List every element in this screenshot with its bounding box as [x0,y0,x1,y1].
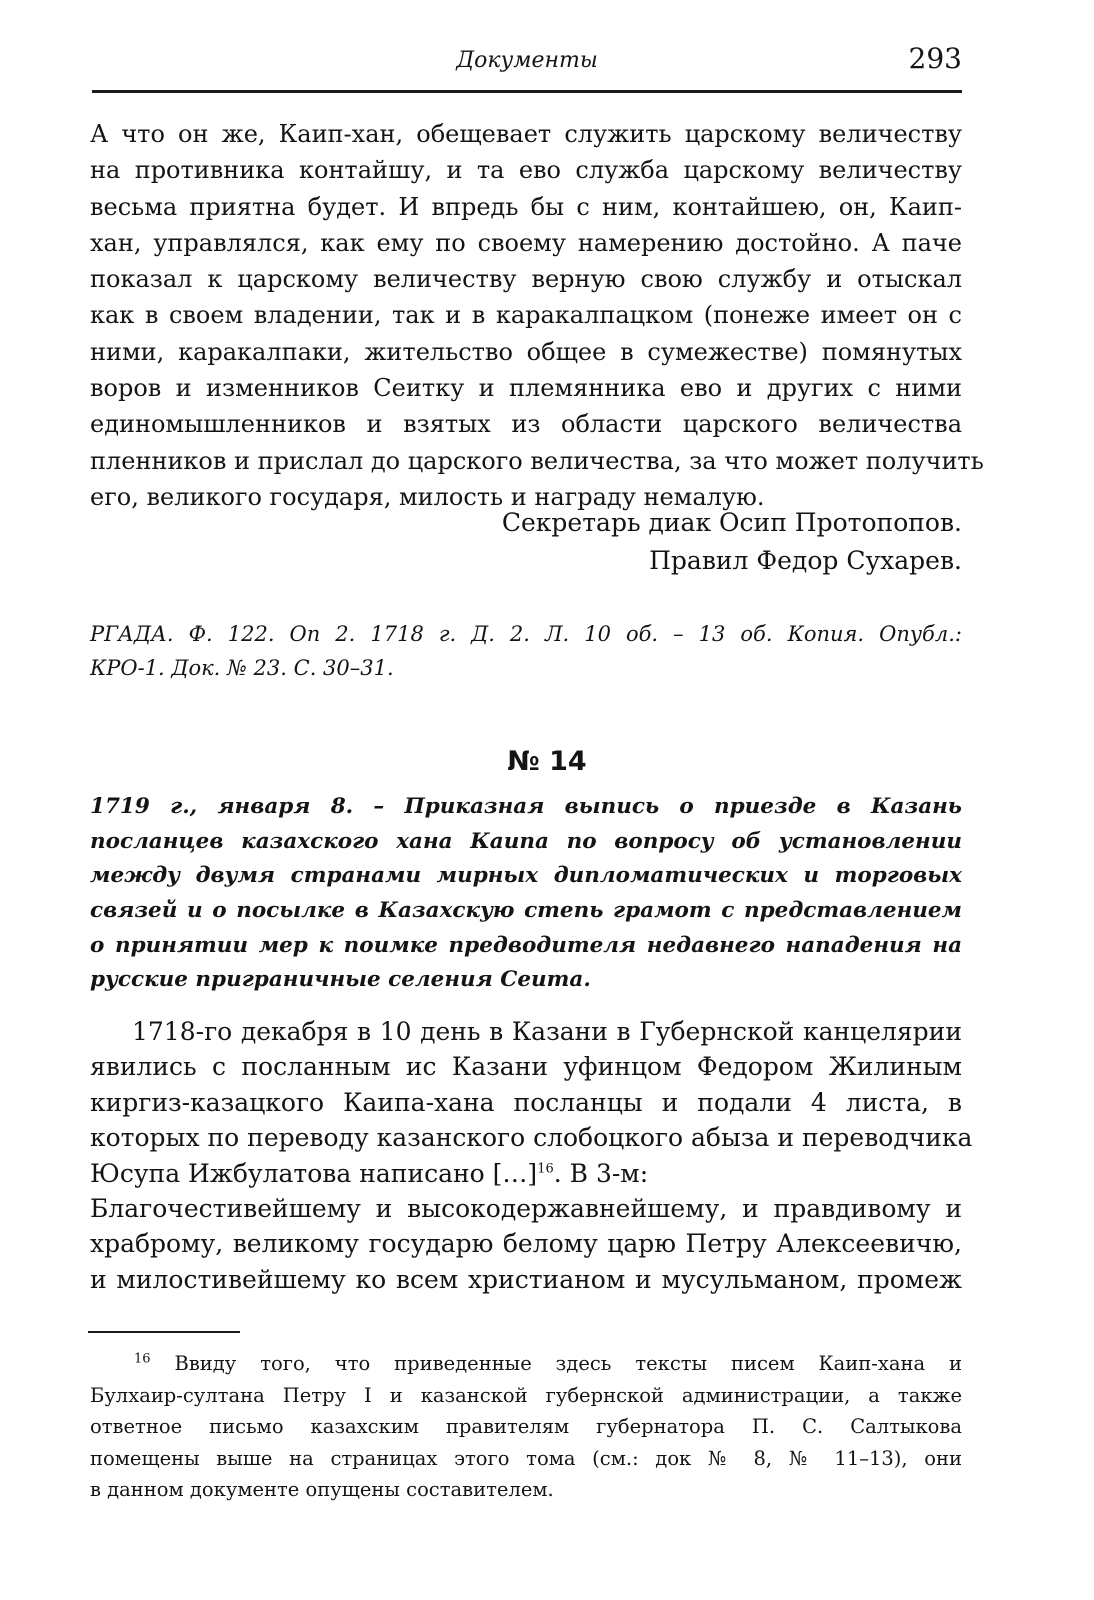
page-number: 293 [908,42,962,75]
footnote-rule [88,1331,240,1333]
text-line: А что он же, Каип-хан, обещевает служить царскому величеству [90,120,962,148]
text-fragment: Юсупа Ижбулатова написано […] [90,1158,538,1188]
paragraph-2 [90,1014,973,1297]
footnote-reference[interactable]: 16 [537,1161,554,1177]
footnote-line: помещены выше на страницах этого тома (см.: док № 8, № 11–13), они [90,1446,962,1470]
text-line: которых по переводу казанского слобоцкого абыза и переводчика [90,1123,973,1153]
page-header [92,36,962,92]
footnote-line [90,1348,962,1380]
archival-source-note [90,617,962,685]
text-fragment: . В 3-м: [553,1158,649,1188]
text-line: Благочестивейшему и высокодержавнейшему, и правдивому и [90,1193,962,1223]
header-rule [92,90,962,93]
text-line: 1718-го декабря в 10 день в Казани в Губернской канцелярии [132,1017,962,1046]
text-line: явились с посланным ис Казани уфинцом Федором Жилиным [90,1052,962,1082]
text-line: единомышленников и взятых из области царского величества [90,410,962,439]
text-line: воров и изменников Сеитку и племянника ево и других с ними [90,374,962,403]
running-title: Документы [456,48,598,73]
footnote-marker: 16 [134,1351,151,1367]
text-line: КРО-1. Док. № 23. С. 30–31. [90,656,394,680]
signature-secretary: Секретарь диак Осип Протопопов. [501,508,962,537]
text-line: весьма приятна будет. И впредь бы с ним, контайшею, он, Каип- [90,192,962,221]
heading-line: связей и о посылке в Казахскую степь грамот с представлением [90,898,962,924]
document-number: № 14 [507,746,587,777]
text-line: хан, управлялся, как ему по своему намерению достойно. А паче [90,228,962,257]
text-fragment: Ввиду того, что приведенные здесь тексты писем Каип-хана и [174,1352,963,1375]
text-line: на противника контайшу, и та ево служба царскому величеству [90,156,962,185]
footnote-line: Булхаир-султана Петру I и казанской губернской администрации, а также [90,1383,962,1407]
footnote-16 [90,1348,962,1506]
text-line: ними, каракалпаки, жительство общее в сумежестве) помянутых [90,337,962,366]
text-line: киргиз-казацкого Каипа-хана посланцы и подали 4 листа, в [90,1087,962,1117]
text-line: храброму, великому государю белому царю Петру Алексеевичю, [90,1229,962,1259]
text-line: его, великого государя, милость и награду немалую. [90,482,765,511]
heading-line: посланцев казахского хана Каипа по вопросу об установлении [90,828,962,854]
text-line: РГАДА. Ф. 122. Оп 2. 1718 г. Д. 2. Л. 10 об. – 13 об. Копия. Опубл.: [90,622,962,646]
footnote-line: в данном документе опущены составителем. [90,1478,554,1502]
text-line: показал к царскому величеству верную свою службу и отыскал [90,265,962,294]
text-line: пленников и прислал до царского величества, за что может получить [90,446,984,475]
text-line: как в своем владении, так и в каракалпацком (понеже имеет он с [90,301,962,330]
signature-editor: Правил Федор Сухарев. [649,546,962,575]
heading-line: 1719 г., января 8. – Приказная выпись о приезде в Казань [90,794,962,819]
heading-line: о принятии мер к поимке предводителя недавнего нападения на [90,932,962,958]
document-heading [90,790,962,998]
heading-line: между двумя странами мирных дипломатических и торговых [90,863,962,889]
text-line [90,1156,962,1191]
text-line: и милостивейшему ко всем христианом и мусульманом, промеж [90,1264,962,1294]
heading-line: русские приграничные селения Сеита. [90,967,591,993]
footnote-line: ответное письмо казахским правителям губернатора П. С. Салтыкова [90,1415,962,1439]
paragraph-1 [90,116,984,515]
